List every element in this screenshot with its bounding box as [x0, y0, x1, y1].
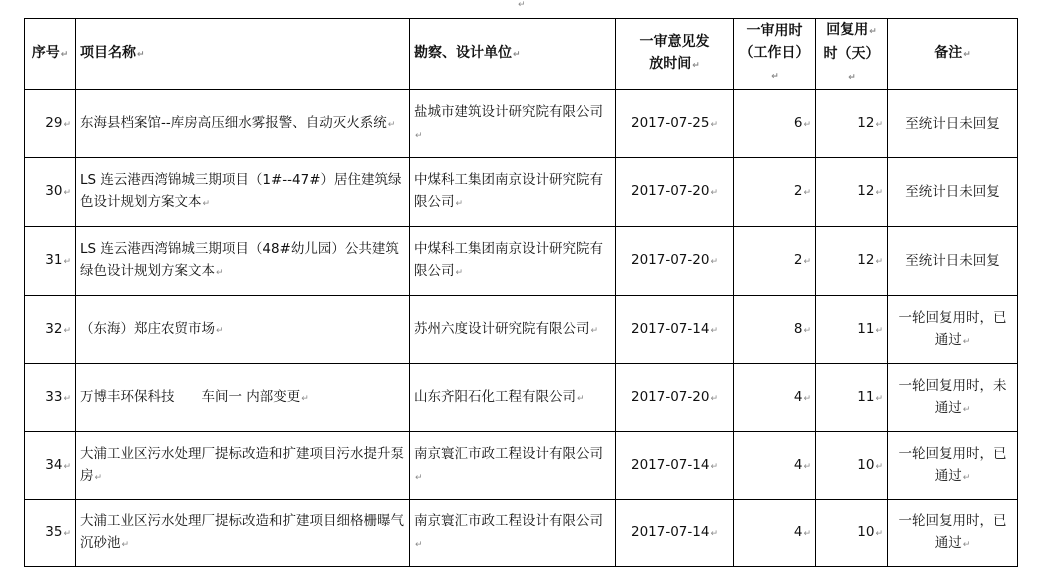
cell-name: 万博丰环保科技 车间一 内部变更↵: [76, 364, 410, 432]
cell-remark: 一轮回复用时，已通过↵: [888, 500, 1018, 567]
cell-name: 大浦工业区污水处理厂提标改造和扩建项目细格栅曝气沉砂池↵: [76, 500, 410, 567]
cell-remark: 一轮回复用时，未通过↵: [888, 364, 1018, 432]
cell-work-days: 4↵: [734, 364, 816, 432]
paragraph-mark: ↵: [518, 0, 526, 10]
table-row: [25, 500, 1018, 567]
header-row: [25, 19, 1018, 90]
cell-date: 2017-07-20↵: [616, 227, 734, 296]
header-unit: 勘察、设计单位↵: [410, 19, 616, 90]
cell-no: 35↵: [25, 500, 76, 567]
table-row: [25, 158, 1018, 227]
cell-no: 34↵: [25, 432, 76, 500]
cell-reply-days: 10↵: [816, 432, 888, 500]
cell-work-days: 4↵: [734, 500, 816, 567]
cell-remark: 至统计日未回复: [888, 158, 1018, 227]
cell-date: 2017-07-20↵: [616, 364, 734, 432]
cell-remark: 一轮回复用时，已通过↵: [888, 296, 1018, 364]
table-row: [25, 227, 1018, 296]
review-table: [24, 18, 1018, 567]
cell-no: 31↵: [25, 227, 76, 296]
cell-unit: 中煤科工集团南京设计研究院有限公司↵: [410, 158, 616, 227]
header-work-days: 一审用时 （工作日）↵: [734, 19, 816, 90]
cell-reply-days: 12↵: [816, 90, 888, 158]
cell-work-days: 2↵: [734, 158, 816, 227]
cell-reply-days: 12↵: [816, 227, 888, 296]
table-row: [25, 296, 1018, 364]
cell-no: 30↵: [25, 158, 76, 227]
cell-date: 2017-07-14↵: [616, 500, 734, 567]
cell-reply-days: 11↵: [816, 296, 888, 364]
cell-reply-days: 10↵: [816, 500, 888, 567]
cell-name: （东海）郑庄农贸市场↵: [76, 296, 410, 364]
cell-name: 大浦工业区污水处理厂提标改造和扩建项目污水提升泵房↵: [76, 432, 410, 500]
cell-unit: 南京寰汇市政工程设计有限公司↵: [410, 500, 616, 567]
header-name: 项目名称↵: [76, 19, 410, 90]
cell-date: 2017-07-14↵: [616, 296, 734, 364]
cell-no: 29↵: [25, 90, 76, 158]
table-row: [25, 364, 1018, 432]
cell-name: LS 连云港西湾锦城三期项目（48#幼儿园）公共建筑绿色设计规划方案文本↵: [76, 227, 410, 296]
table-row: [25, 90, 1018, 158]
cell-work-days: 4↵: [734, 432, 816, 500]
cell-work-days: 8↵: [734, 296, 816, 364]
cell-work-days: 6↵: [734, 90, 816, 158]
cell-no: 33↵: [25, 364, 76, 432]
cell-unit: 苏州六度设计研究院有限公司↵: [410, 296, 616, 364]
cell-date: 2017-07-25↵: [616, 90, 734, 158]
header-no: 序号↵: [25, 19, 76, 90]
cell-remark: 一轮回复用时，已通过↵: [888, 432, 1018, 500]
cell-reply-days: 11↵: [816, 364, 888, 432]
cell-unit: 盐城市建筑设计研究院有限公司↵: [410, 90, 616, 158]
cell-name: 东海县档案馆--库房高压细水雾报警、自动灭火系统↵: [76, 90, 410, 158]
cell-remark: 至统计日未回复: [888, 90, 1018, 158]
cell-reply-days: 12↵: [816, 158, 888, 227]
header-remark: 备注↵: [888, 19, 1018, 90]
cell-unit: 中煤科工集团南京设计研究院有限公司↵: [410, 227, 616, 296]
cell-no: 32↵: [25, 296, 76, 364]
header-date: 一审意见发 放时间↵: [616, 19, 734, 90]
cell-unit: 南京寰汇市政工程设计有限公司↵: [410, 432, 616, 500]
cell-date: 2017-07-14↵: [616, 432, 734, 500]
table-row: [25, 432, 1018, 500]
cell-unit: 山东齐阳石化工程有限公司↵: [410, 364, 616, 432]
cell-remark: 至统计日未回复: [888, 227, 1018, 296]
cell-date: 2017-07-20↵: [616, 158, 734, 227]
cell-name: LS 连云港西湾锦城三期项目（1#--47#）居住建筑绿色设计规划方案文本↵: [76, 158, 410, 227]
header-reply-days: 回复用↵ 时（天）↵: [816, 19, 888, 90]
cell-work-days: 2↵: [734, 227, 816, 296]
